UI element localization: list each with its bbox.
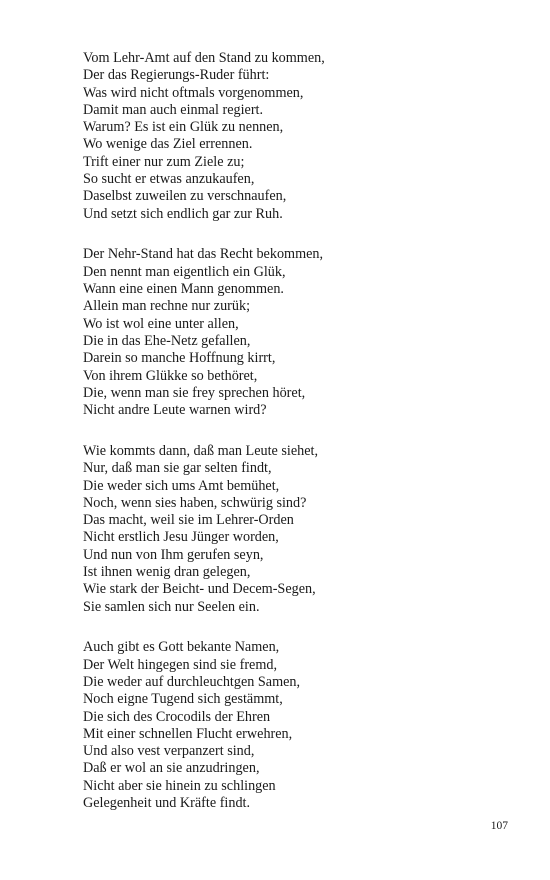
poem-line: So sucht er etwas anzukaufen,: [83, 171, 255, 188]
poem-line: Und nun von Ihm gerufen seyn,: [83, 546, 264, 563]
poem-line: Nicht andre Leute warnen wird?: [83, 402, 267, 419]
poem-line: Nur, daß man sie gar selten findt,: [83, 460, 272, 477]
poem-line: Die weder sich ums Amt bemühet,: [83, 477, 280, 494]
poem-line: Warum? Es ist ein Glük zu nennen,: [83, 119, 284, 136]
poem-line: Die, wenn man sie frey sprechen höret,: [83, 384, 306, 401]
poem-line: Der Welt hingegen sind sie fremd,: [83, 656, 278, 673]
poem-line: Nicht aber sie hinein zu schlingen: [83, 777, 276, 794]
poem-line: Gelegenheit und Kräfte findt.: [83, 795, 251, 812]
poem-line: Daß er wol an sie anzudringen,: [83, 760, 260, 777]
poem-line: Und also vest verpanzert sind,: [83, 743, 255, 760]
poem-line: Allein man rechne nur zurük;: [83, 298, 251, 315]
stanza: [83, 639, 523, 812]
poem-line: Ist ihnen wenig dran gelegen,: [83, 564, 251, 581]
poem-line: Noch, wenn sies haben, schwürig sind?: [83, 494, 307, 511]
poem-line: Der das Regierungs-Ruder führt:: [83, 67, 270, 84]
poem-line: Damit man auch einmal regiert.: [83, 101, 264, 118]
stanza: [83, 246, 523, 419]
poem-line: Von ihrem Glükke so bethöret,: [83, 367, 258, 384]
poem-line: Das macht, weil sie im Lehrer-Orden: [83, 512, 294, 529]
poem-text: [83, 50, 523, 836]
poem-line: Wie stark der Beicht- und Decem-Segen,: [83, 581, 316, 598]
poem-line: Die in das Ehe-Netz gefallen,: [83, 332, 251, 349]
poem-line: Noch eigne Tugend sich gestämmt,: [83, 691, 283, 708]
poem-line: Die weder auf durchleuchtgen Samen,: [83, 674, 301, 690]
page-number: 107: [490, 820, 508, 832]
poem-line: Sie samlen sich nur Seelen ein.: [83, 598, 260, 615]
poem-line: Der Nehr-Stand hat das Recht bekommen,: [83, 246, 324, 263]
poem-line: Trift einer nur zum Ziele zu;: [83, 153, 245, 170]
poem-line: Wie kommts dann, daß man Leute siehet,: [83, 442, 319, 459]
poem-line: Wo wenige das Ziel errennen.: [83, 136, 253, 153]
poem-line: Daselbst zuweilen zu verschnaufen,: [83, 188, 287, 205]
poem-line: Wann eine einen Mann genommen.: [83, 281, 284, 298]
poem-line: Mit einer schnellen Flucht erwehren,: [83, 725, 293, 742]
poem-line: Darein so manche Hoffnung kirrt,: [83, 350, 276, 367]
stanza: [83, 443, 523, 616]
poem-line: Den nennt man eigentlich ein Glük,: [83, 263, 286, 280]
stanza: [83, 50, 523, 223]
poem-line: Und setzt sich endlich gar zur Ruh.: [83, 205, 283, 222]
poem-line: Vom Lehr-Amt auf den Stand zu kommen,: [83, 50, 325, 66]
poem-line: Nicht erstlich Jesu Jünger worden,: [83, 529, 279, 546]
poem-line: Was wird nicht oftmals vorgenommen,: [83, 84, 304, 101]
poem-line: Die sich des Crocodils der Ehren: [83, 708, 271, 725]
poem-line: Auch gibt es Gott bekante Namen,: [83, 639, 280, 656]
poem-line: Wo ist wol eine unter allen,: [83, 315, 239, 332]
